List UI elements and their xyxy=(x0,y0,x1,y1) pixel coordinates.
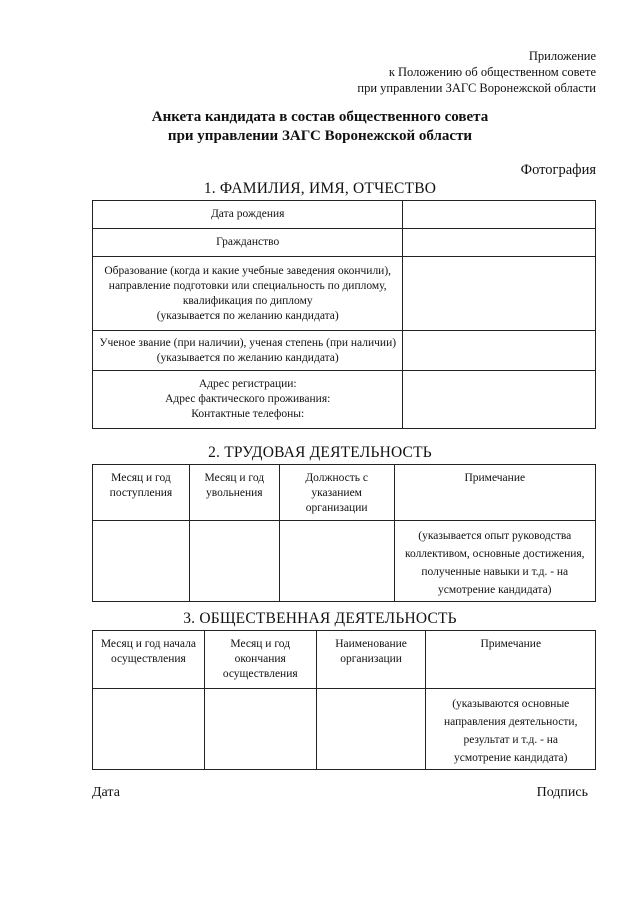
column-header: Месяц и год окончания осуществления xyxy=(204,631,316,689)
table-cell[interactable] xyxy=(204,689,316,770)
table-row xyxy=(93,521,596,602)
section-2-heading: 2. ТРУДОВАЯ ДЕЯТЕЛЬНОСТЬ xyxy=(208,444,432,461)
table-row xyxy=(93,689,596,770)
section-3-heading: 3. ОБЩЕСТВЕННАЯ ДЕЯТЕЛЬНОСТЬ xyxy=(183,610,457,627)
field-value-contacts[interactable] xyxy=(403,371,596,429)
field-label-education: Образование (когда и какие учебные заведения окончили), направление подготовки или специальность по диплому, квалификация по диплому (указывается по желанию кандидата) xyxy=(93,257,403,331)
title-line: Анкета кандидата в состав общественного совета xyxy=(151,109,489,125)
field-value-citizenship[interactable] xyxy=(403,229,596,257)
table-cell[interactable] xyxy=(316,689,426,770)
appendix-line: Приложение xyxy=(528,49,596,63)
table-row xyxy=(93,229,596,257)
table-header-row xyxy=(93,465,596,521)
column-header: Месяц и год начала осуществления xyxy=(93,631,205,689)
note-cell[interactable]: (указываются основные направления деятельности, результат и т.д. - на усмотрение кандидата) xyxy=(426,689,596,770)
column-header: Примечание xyxy=(426,631,596,689)
field-label-citizenship: Гражданство xyxy=(93,229,403,257)
table-cell[interactable] xyxy=(279,521,394,602)
appendix-reference xyxy=(357,48,596,96)
employment-table xyxy=(92,464,596,602)
table-cell[interactable] xyxy=(93,689,205,770)
signature-label: Подпись xyxy=(536,785,588,800)
table-row xyxy=(93,331,596,371)
photo-label: Фотография xyxy=(520,162,596,178)
section-1-heading: 1. ФАМИЛИЯ, ИМЯ, ОТЧЕСТВО xyxy=(203,180,437,197)
table-header-row xyxy=(93,631,596,689)
field-value-education[interactable] xyxy=(403,257,596,331)
table-cell[interactable] xyxy=(93,521,190,602)
field-label-academic-degree: Ученое звание (при наличии), ученая степень (при наличии) (указывается по желанию кандидата) xyxy=(93,331,403,371)
appendix-line: к Положению об общественном совете xyxy=(388,65,596,79)
appendix-line: при управлении ЗАГС Воронежской области xyxy=(357,81,596,95)
column-header: Наименование организации xyxy=(316,631,426,689)
field-value-birth-date[interactable] xyxy=(403,201,596,229)
personal-info-table xyxy=(92,200,596,429)
column-header: Месяц и год поступления xyxy=(93,465,190,521)
public-activity-table xyxy=(92,630,596,770)
table-row xyxy=(93,201,596,229)
table-row xyxy=(93,371,596,429)
field-value-academic-degree[interactable] xyxy=(403,331,596,371)
column-header: Должность с указанием организации xyxy=(279,465,394,521)
document-title xyxy=(0,108,640,146)
date-label: Дата xyxy=(92,785,120,800)
title-line: при управлении ЗАГС Воронежской области xyxy=(167,128,473,144)
table-row xyxy=(93,257,596,331)
column-header: Месяц и год увольнения xyxy=(189,465,279,521)
column-header: Примечание xyxy=(394,465,595,521)
field-label-contacts: Адрес регистрации: Адрес фактического проживания: Контактные телефоны: xyxy=(93,371,403,429)
note-cell[interactable]: (указывается опыт руководства коллективом, основные достижения, полученные навыки и т.д. - на усмотрение кандидата) xyxy=(394,521,595,602)
field-label-birth-date: Дата рождения xyxy=(93,201,403,229)
table-cell[interactable] xyxy=(189,521,279,602)
